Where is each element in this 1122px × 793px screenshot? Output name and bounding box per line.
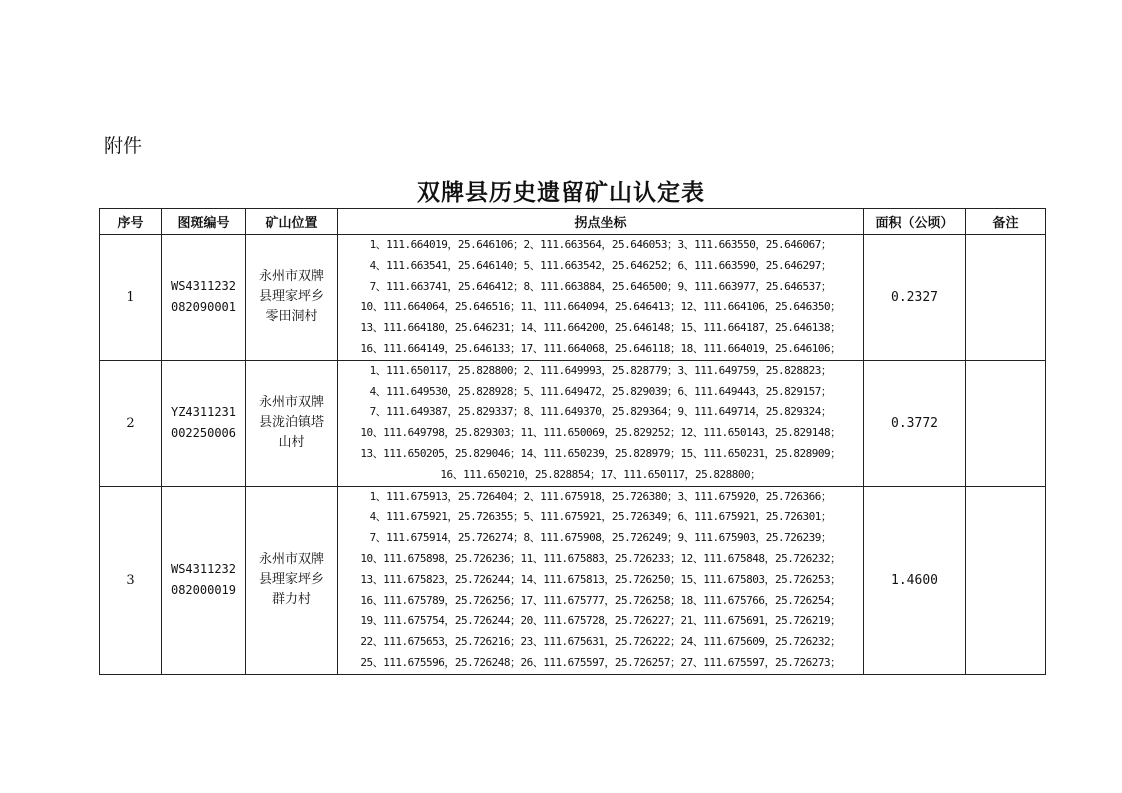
row-location-line: 永州市双牌 [258,395,324,411]
row-location-line: 县理家坪乡 [258,289,324,305]
header-area: 面积（公顷） [864,209,966,235]
table-header-row [100,209,1046,235]
coord-line: 4、111.675921，25.726355；5、111.675921，25.726349；6、111.675921，25.726301； [369,510,832,524]
row-location-line: 群力村 [271,592,311,608]
row-seq: 3 [100,486,162,674]
coord-line: 7、111.649387，25.829337；8、111.649370，25.829364；9、111.649714，25.829324； [369,405,832,419]
table-row [100,486,1046,674]
row-location-line: 县泷泊镇塔 [258,415,324,431]
coord-line: 1、111.650117，25.828800；2、111.649993，25.828779；3、111.649759，25.828823； [369,363,832,377]
row-coords [338,360,864,486]
coord-line: 4、111.649530，25.828928；5、111.649472，25.829039；6、111.649443，25.829157； [369,384,832,398]
coord-line: 22、111.675653，25.726216；23、111.675631，25.726222；24、111.675609，25.726232； [360,635,841,649]
row-code-line: 082000019 [170,583,237,598]
row-location [246,486,338,674]
header-code: 图斑编号 [162,209,246,235]
row-seq: 2 [100,360,162,486]
row-code-line: WS4311232 [170,279,237,294]
attachment-label: 附件 [104,135,143,157]
page-title: 双牌县历史遗留矿山认定表 [417,179,705,206]
row-area: 1.4600 [864,486,966,674]
coord-line: 10、111.675898，25.726236；11、111.675883，25.726233；12、111.675848，25.726232； [360,551,841,565]
coord-line: 13、111.664180，25.646231；14、111.664200，25.646148；15、111.664187，25.646138； [360,321,841,335]
row-code-line: WS4311232 [170,562,237,577]
header-seq: 序号 [100,209,162,235]
coord-line: 7、111.675914，25.726274；8、111.675908，25.726249；9、111.675903，25.726239； [369,531,832,545]
row-code-line: 082090001 [170,300,237,315]
row-location-line: 山村 [278,435,305,451]
coord-line: 1、111.675913，25.726404；2、111.675918，25.726380；3、111.675920，25.726366； [369,489,832,503]
mine-table [99,208,1046,675]
row-code-line: YZ4311231 [170,405,237,420]
table-row [100,360,1046,486]
row-code [162,235,246,361]
row-code [162,360,246,486]
header-location: 矿山位置 [246,209,338,235]
row-location-line: 县理家坪乡 [258,572,324,588]
coord-line: 16、111.664149，25.646133；17、111.664068，25.646118；18、111.664019，25.646106； [360,341,841,355]
row-code [162,486,246,674]
row-coords [338,235,864,361]
row-coords [338,486,864,674]
header-remark: 备注 [966,209,1046,235]
row-location-line: 永州市双牌 [258,552,324,568]
table-row [100,235,1046,361]
coord-line: 7、111.663741，25.646412；8、111.663884，25.646500；9、111.663977，25.646537； [369,279,832,293]
row-seq: 1 [100,235,162,361]
row-remark [966,486,1046,674]
coord-line: 13、111.675823，25.726244；14、111.675813，25.726250；15、111.675803，25.726253； [360,572,841,586]
row-location-line: 永州市双牌 [258,269,324,285]
coord-line: 1、111.664019，25.646106；2、111.663564，25.646053；3、111.663550，25.646067； [369,238,832,251]
row-code-line: 002250006 [170,426,237,441]
coord-line: 25、111.675596，25.726248；26、111.675597，25.726257；27、111.675597，25.726273； [360,655,841,669]
coord-line: 10、111.649798，25.829303；11、111.650069，25.829252；12、111.650143，25.829148； [360,426,841,440]
row-remark [966,235,1046,361]
coord-line: 10、111.664064，25.646516；11、111.664094，25.646413；12、111.664106，25.646350； [360,300,841,314]
coord-line: 4、111.663541，25.646140；5、111.663542，25.646252；6、111.663590，25.646297； [369,258,832,272]
coord-line: 16、111.675789，25.726256；17、111.675777，25.726258；18、111.675766，25.726254； [360,593,841,607]
coord-line: 13、111.650205，25.829046；14、111.650239，25.828979；15、111.650231，25.828909； [360,446,841,460]
header-coords: 拐点坐标 [338,209,864,235]
row-location-line: 零田洞村 [265,309,318,325]
coord-line: 16、111.650210，25.828854；17、111.650117，25.828800； [440,467,761,481]
coord-line: 19、111.675754，25.726244；20、111.675728，25.726227；21、111.675691，25.726219； [360,614,841,628]
row-location [246,235,338,361]
row-area: 0.2327 [864,235,966,361]
row-location [246,360,338,486]
row-area: 0.3772 [864,360,966,486]
row-remark [966,360,1046,486]
